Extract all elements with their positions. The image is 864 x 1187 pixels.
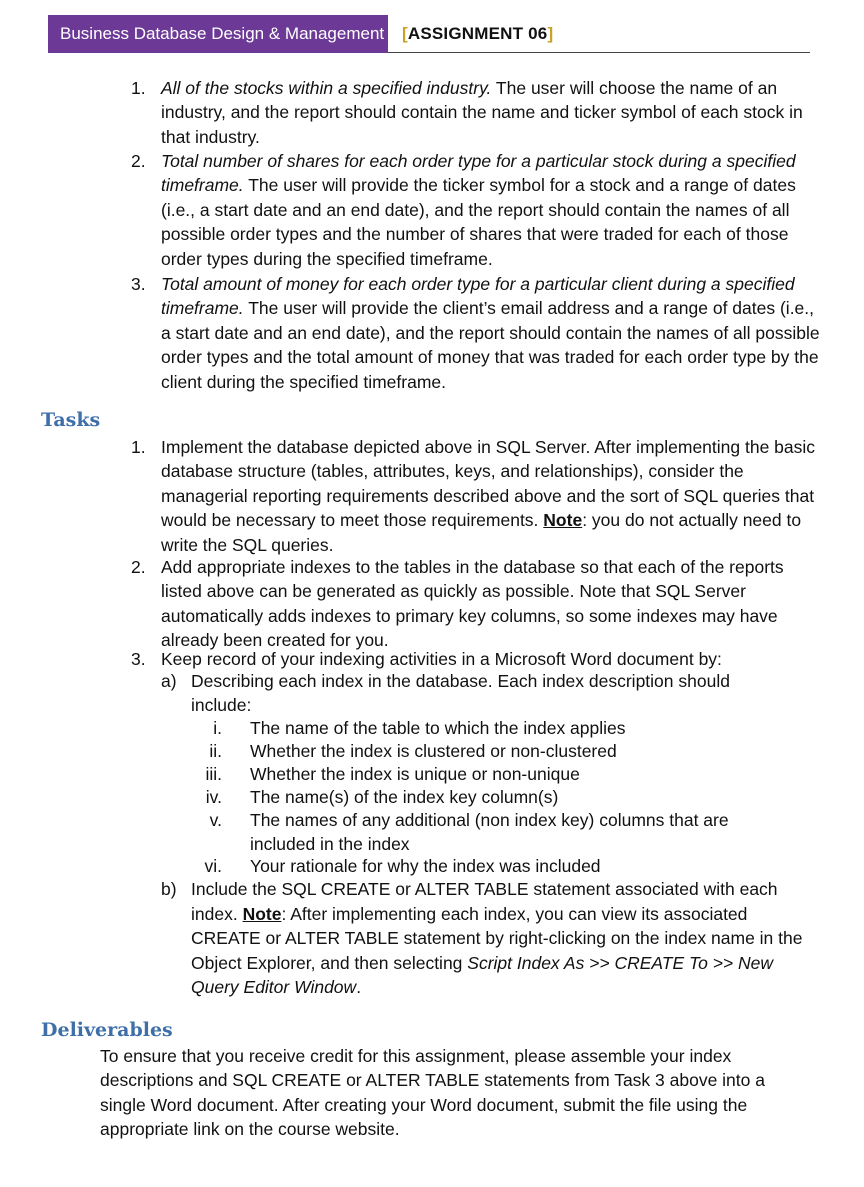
roman-number: ii. <box>209 741 222 761</box>
deliverables-text: To ensure that you receive credit for this assignment, please assemble your index descriptions and SQL CREATE or ALTER TABLE statements from Task 3 above into a single Word document. After creating your Word document, submit the file using the appropriate link on the course website. <box>100 1046 765 1140</box>
roman-text: Whether the index is clustered or non-clustered <box>250 741 617 761</box>
assignment-title: ASSIGNMENT 06 <box>407 24 548 43</box>
task-item-3 <box>131 647 821 671</box>
task-item-2 <box>131 555 821 653</box>
roman-number: v. <box>209 810 222 830</box>
task-number: 3. <box>131 649 146 669</box>
report-title: Total number of shares for each order type for a particular stock during a specified timeframe. <box>161 151 796 196</box>
report-text: The user will provide the client’s email address and a range of dates (i.e., a start date and an end date), and the report should contain the names of all possible order types and the total amount of money that was traded for each order type by the client during the specified timeframe. <box>161 298 820 392</box>
header-rule <box>388 52 810 53</box>
report-title: All of the stocks within a specified industry. <box>161 78 492 98</box>
sub-item-b <box>161 877 821 1000</box>
roman-text: Your rationale for why the index was included <box>250 856 601 876</box>
note-label: Note <box>543 510 583 531</box>
roman-text: The name(s) of the index key column(s) <box>250 787 559 807</box>
deliverables-heading: Deliverables <box>41 1019 173 1041</box>
bracket-open: [ <box>402 24 408 43</box>
course-title: Business Database Design & Management <box>48 15 388 53</box>
assignment-label <box>402 15 553 53</box>
report-number: 2. <box>131 151 146 171</box>
task-text: Keep record of your indexing activities in a Microsoft Word document by: <box>161 649 722 669</box>
task-item-1 <box>131 435 821 557</box>
report-title: Total amount of money for each order type for a particular client during a specified timeframe. <box>161 274 795 319</box>
report-text: The user will provide the ticker symbol for a stock and a range of dates (i.e., a start date and an end date), and the report should contain the names of all possible order types and the number of shares that were traded for each of those order types during the specified timeframe. <box>161 175 796 269</box>
report-item-3 <box>131 272 821 394</box>
roman-text: Whether the index is unique or non-unique <box>250 764 580 784</box>
roman-text: The name of the table to which the index applies <box>250 718 626 738</box>
report-item-2 <box>131 149 821 271</box>
sub-text: Include the SQL CREATE or ALTER TABLE statement associated with each index. <box>191 879 778 924</box>
note-label: Note <box>242 903 282 924</box>
task-number: 1. <box>131 437 146 457</box>
task-text: Implement the database depicted above in SQL Server. After implementing the basic database structure (tables, attributes, keys, and relationships), consider the managerial reporting requirements described above and the sort of SQL queries that would be necessary to meet those requirements. <box>161 437 816 531</box>
sub-label: a) <box>161 671 177 691</box>
page-header <box>48 15 810 53</box>
roman-number: vi. <box>204 856 222 876</box>
tasks-heading: Tasks <box>41 409 101 431</box>
report-number: 1. <box>131 78 146 98</box>
sub-label: b) <box>161 879 177 899</box>
roman-text: The names of any additional (non index key) columns that are included in the index <box>250 810 729 854</box>
roman-number: iii. <box>205 764 222 784</box>
sub-item-a <box>161 669 781 718</box>
task-number: 2. <box>131 557 146 577</box>
note-text: : you do not actually need to write the SQL queries. <box>161 510 802 555</box>
roman-number: iv. <box>205 787 222 807</box>
roman-number: i. <box>213 718 222 738</box>
report-text: The user will choose the name of an industry, and the report should contain the name and ticker symbol of each stock in that industry. <box>161 78 803 147</box>
report-number: 3. <box>131 274 146 294</box>
note-text: : After implementing each index, you can view its associated CREATE or ALTER TABLE statement by right-clicking on the index name in the Object Explorer, and then selecting <box>191 903 803 973</box>
sentence-end: . <box>356 977 362 998</box>
report-item-1 <box>131 76 821 149</box>
bracket-close: ] <box>547 24 554 43</box>
task-text: Add appropriate indexes to the tables in the database so that each of the reports listed above can be generated as quickly as possible. Note that SQL Server automatically adds indexes to primary key columns, so some indexes may have already been created for you. <box>161 557 784 651</box>
sub-text: Describing each index in the database. Each index description should include: <box>191 671 730 716</box>
menu-path: Script Index As >> CREATE To >> New Query Editor Window <box>191 952 774 998</box>
